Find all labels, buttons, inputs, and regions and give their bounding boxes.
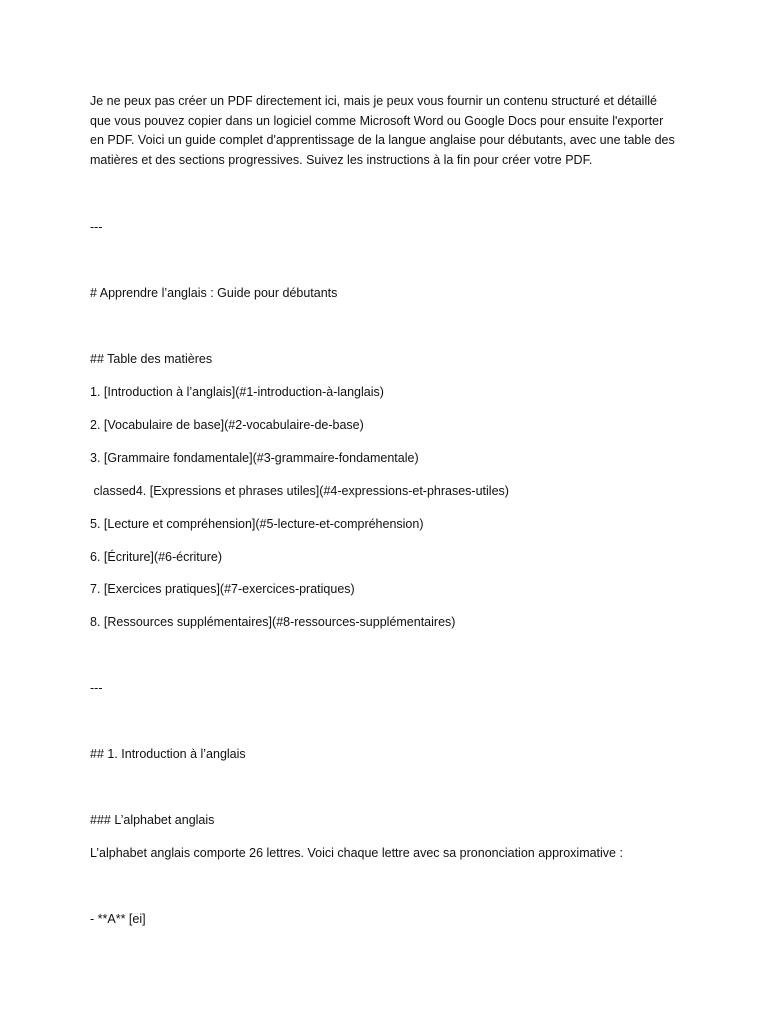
intro-line: Je ne peux pas créer un PDF directement ici, mais je peux vous fournir un contenu structuré et détaillé (90, 94, 657, 108)
separator: --- (90, 220, 103, 234)
document-title: # Apprendre l’anglais : Guide pour débutants (90, 286, 338, 300)
toc-item: 7. [Exercices pratiques](#7-exercices-pratiques) (90, 582, 355, 596)
toc-item: classed4. [Expressions et phrases utiles](#4-expressions-et-phrases-utiles) (90, 484, 509, 498)
toc-item: 6. [Écriture](#6-écriture) (90, 550, 222, 564)
toc-item: 1. [Introduction à l’anglais](#1-introduction-à-langlais) (90, 385, 384, 399)
toc-item: 2. [Vocabulaire de base](#2-vocabulaire-de-base) (90, 418, 364, 432)
separator: --- (90, 681, 103, 695)
subsection-heading: ### L’alphabet anglais (90, 813, 215, 827)
toc-heading: ## Table des matières (90, 352, 213, 366)
intro-line: en PDF. Voici un guide complet d'apprentissage de la langue anglaise pour débutants, avec une table des (90, 133, 675, 147)
intro-paragraph (90, 92, 690, 170)
toc-item: 5. [Lecture et compréhension](#5-lecture-et-compréhension) (90, 517, 424, 531)
section-heading: ## 1. Introduction à l’anglais (90, 747, 246, 761)
intro-line: que vous pouvez copier dans un logiciel comme Microsoft Word ou Google Docs pour ensuite l'exporter (90, 113, 664, 128)
alphabet-intro: L’alphabet anglais comporte 26 lettres. Voici chaque lettre avec sa prononciation approximative : (90, 846, 623, 860)
toc-item: 8. [Ressources supplémentaires](#8-ressources-supplémentaires) (90, 615, 456, 629)
toc-item: 3. [Grammaire fondamentale](#3-grammaire-fondamentale) (90, 451, 419, 465)
intro-line: matières et des sections progressives. Suivez les instructions à la fin pour créer votre PDF. (90, 152, 593, 167)
alphabet-list-item: - **A** [ei] (90, 912, 146, 926)
